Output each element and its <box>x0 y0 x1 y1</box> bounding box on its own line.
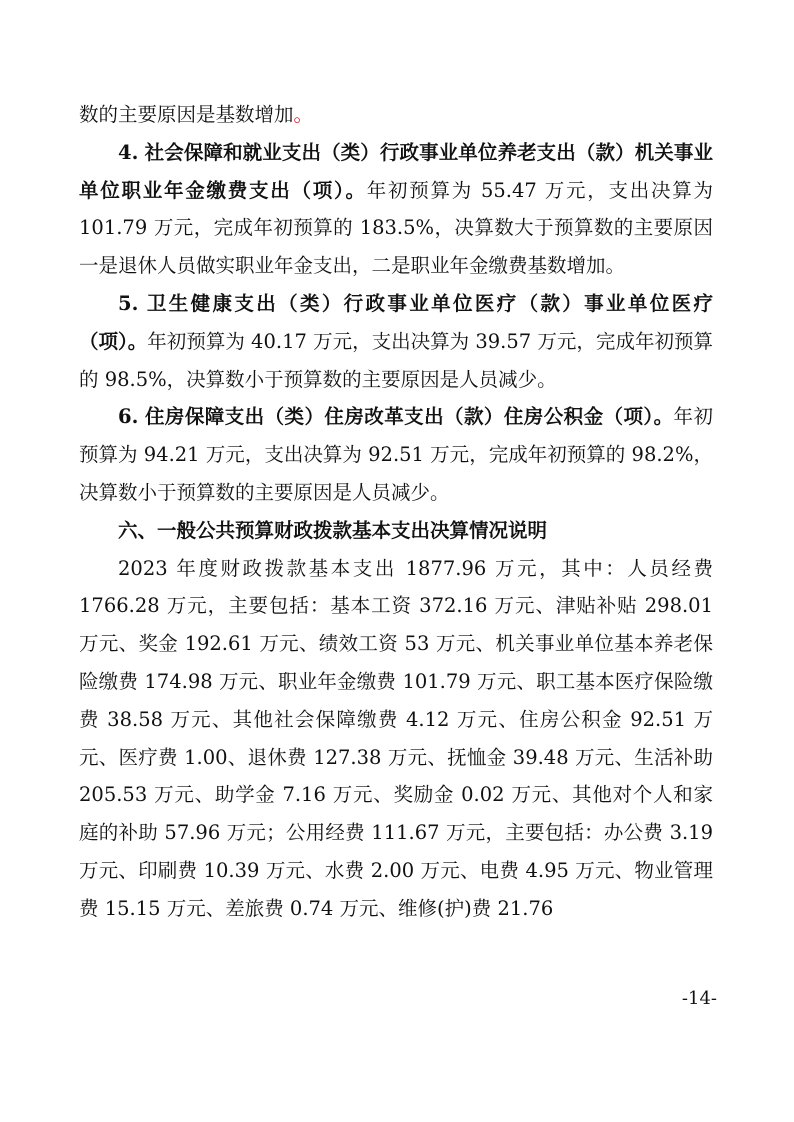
section-heading: 六、一般公共预算财政拨款基本支出决算情况说明 <box>118 518 548 542</box>
item-4-title: 社会保障和就业支出（类）行政事业单位养老支出（款）机关事业单位职业年金缴费支出（项）。 <box>79 140 713 202</box>
item-5-text: 年初预算为 40.17 万元，支出决算为 39.57 万元，完成年初预算的 98.5%，决算数小于预算数的主要原因是人员减少。 <box>79 329 713 391</box>
red-period-mark: 。 <box>293 103 314 126</box>
paragraph-item-4 <box>79 134 713 285</box>
section-paragraph: 2023 年度财政拨款基本支出 1877.96 万元，其中：人员经费 1766.28 万元，主要包括：基本工资 372.16 万元、津贴补贴 298.01 万元、奖金 192.61 万元、绩效工资 53 万元、机关事业单位基本养老保险缴费 174.98 万元、职业年金缴费 101.79 万元、职工基本医疗保险缴费 38.58 万元、其他社会保障缴费 4.12 万元、住房公积金 92.51 万元、医疗费 1.00、退休费 127.38 万元、抚恤金 39.48 万元、生活补助 205.53 万元、助学金 7.16 万元、奖励金 0.02 万元、其他对个人和家庭的补助 57.96 万元；公用经费 111.67 万元，主要包括：办公费 3.19 万元、印刷费 10.39 万元、水费 2.00 万元、电费 4.95 万元、物业管理费 15.15 万元、差旅费 0.74 万元、维修(护)费 21.76 <box>79 556 713 920</box>
item-5-title: 卫生健康支出（类）行政事业单位医疗（款）事业单位医疗（项）。 <box>79 291 713 353</box>
item-5-number: 5. <box>118 291 139 315</box>
paragraph-item-6 <box>79 398 713 511</box>
item-6-number: 6. <box>118 405 139 429</box>
item-6-title: 住房保障支出（类）住房改革支出（款）住房公积金（项）。 <box>145 405 674 429</box>
paragraph-continued <box>79 96 713 134</box>
paragraph-item-5 <box>79 285 713 398</box>
paragraph-continued-text: 数的主要原因是基数增加 <box>79 103 294 126</box>
page-number: -14- <box>681 988 717 1009</box>
document-body <box>79 96 713 928</box>
item-6-text: 年初预算为 94.21 万元，支出决算为 92.51 万元，完成年初预算的 98.2%，决算数小于预算数的主要原因是人员减少。 <box>79 405 713 504</box>
item-4-text: 年初预算为 55.47 万元，支出决算为 101.79 万元，完成年初预算的 183.5%，决算数大于预算数的主要原因一是退休人员做实职业年金支出，二是职业年金缴费基数增加。 <box>79 178 713 278</box>
item-4-number: 4. <box>118 140 139 164</box>
